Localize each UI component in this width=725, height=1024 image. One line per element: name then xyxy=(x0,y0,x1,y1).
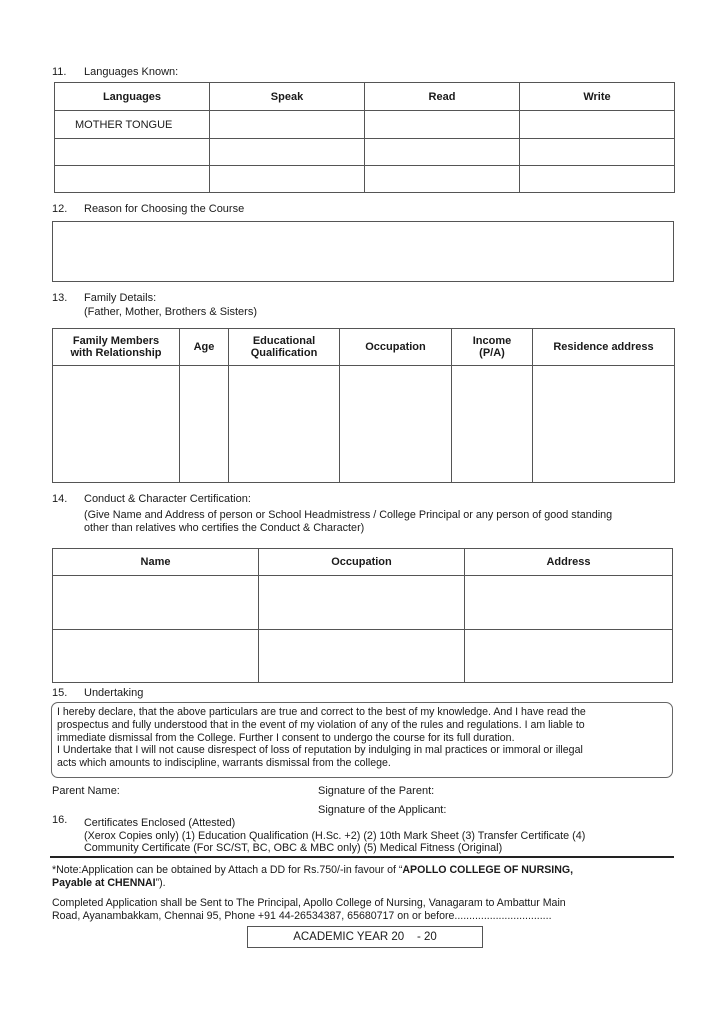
occupation-cell[interactable] xyxy=(259,630,465,683)
occupation-header: Occupation xyxy=(259,549,465,576)
write-cell[interactable] xyxy=(520,139,675,166)
name-cell[interactable] xyxy=(53,630,259,683)
section-11-label xyxy=(52,66,178,78)
applicant-signature-label: Signature of the Applicant: xyxy=(318,804,447,816)
section-14-number: 14. xyxy=(52,493,68,505)
certificates-title: Certificates Enclosed (Attested) xyxy=(84,817,236,829)
address-cell[interactable] xyxy=(465,630,673,683)
section-14-description: (Give Name and Address of person or School Headmistress / College Principal or any person of good standing other than relatives who certifies the Conduct & Character) xyxy=(84,509,613,534)
section-15-number: 15. xyxy=(52,687,68,699)
languages-table xyxy=(54,82,675,193)
section-11-title: Languages Known: xyxy=(84,66,179,78)
section-14-label xyxy=(52,493,251,505)
address-cell[interactable] xyxy=(465,576,673,630)
family-details-table xyxy=(52,328,675,483)
mother-tongue-cell: MOTHER TONGUE xyxy=(55,111,210,139)
occupation-cell[interactable] xyxy=(259,576,465,630)
occupation-header: Occupation xyxy=(340,329,452,366)
language-cell[interactable] xyxy=(55,166,210,193)
language-cell[interactable] xyxy=(55,139,210,166)
write-cell[interactable] xyxy=(520,166,675,193)
name-header: Name xyxy=(53,549,259,576)
family-members-header: Family Members with Relationship xyxy=(53,329,180,366)
speak-cell[interactable] xyxy=(210,166,365,193)
application-note: *Note:Application can be obtained by Attach a DD for Rs.750/-in favour of “APOLLO COLLEGE OF NURSING, Payable at CHENNAI”). xyxy=(52,864,574,889)
read-cell[interactable] xyxy=(365,166,520,193)
education-header: Educational Qualification xyxy=(229,329,340,366)
age-header: Age xyxy=(180,329,229,366)
read-header: Read xyxy=(365,83,520,111)
speak-cell[interactable] xyxy=(210,139,365,166)
undertaking-box: I hereby declare, that the above particulars are true and correct to the best of my knowledge. And I have read the prospectus and fully understood that in the event of my violation of any of the rules and regulations. I am liable to immediate dismissal from the College. Further I consent to undergo the course for its full duration. I Undertake that I will not cause disrespect of loss of reputation by indulging in mal practices or immoral or illegal acts which amounts to indiscipline, warrants dismissal from the college. xyxy=(51,702,673,778)
residence-address-header: Residence address xyxy=(533,329,675,366)
education-cell[interactable] xyxy=(229,366,340,483)
section-15-title: Undertaking xyxy=(84,687,144,699)
section-15-label xyxy=(52,687,143,699)
income-cell[interactable] xyxy=(452,366,533,483)
speak-cell[interactable] xyxy=(210,111,365,139)
divider-line xyxy=(50,856,674,858)
certificates-text: Certificates Enclosed (Attested) (Xerox Copies only) (1) Education Qualification (H.Sc. +2) (2) 10th Mark Sheet (3) Transfer Certificate (4) Community Certificate (For SC/ST, BC, OBC & MBC only) (5) Medical Fitness (Original) xyxy=(84,817,586,854)
read-cell[interactable] xyxy=(365,139,520,166)
section-12-title: Reason for Choosing the Course xyxy=(84,203,245,215)
section-12-number: 12. xyxy=(52,203,68,215)
academic-year-box: ACADEMIC YEAR 20 - 20 xyxy=(247,926,483,948)
parent-name-label: Parent Name: xyxy=(52,785,120,797)
section-13-label xyxy=(52,292,156,304)
section-13-title: Family Details: xyxy=(84,292,157,304)
address-header: Address xyxy=(465,549,673,576)
character-certification-table xyxy=(52,548,673,683)
parent-signature-label: Signature of the Parent: xyxy=(318,785,435,797)
languages-header: Languages xyxy=(55,83,210,111)
submission-instructions: Completed Application shall be Sent to The Principal, Apollo College of Nursing, Vanagaram to Ambattur Main Road, Ayanambakkam, Chennai 95, Phone +91 44-26534387, 65680717 on or before................................. xyxy=(52,897,566,922)
family-members-cell[interactable] xyxy=(53,366,180,483)
section-16-number: 16. xyxy=(52,814,68,826)
speak-header: Speak xyxy=(210,83,365,111)
reason-box[interactable] xyxy=(52,221,674,282)
income-header: Income (P/A) xyxy=(452,329,533,366)
write-header: Write xyxy=(520,83,675,111)
section-11-number: 11. xyxy=(52,66,67,78)
section-12-label xyxy=(52,203,244,215)
write-cell[interactable] xyxy=(520,111,675,139)
section-16-label xyxy=(52,814,84,826)
occupation-cell[interactable] xyxy=(340,366,452,483)
section-14-title: Conduct & Character Certification: xyxy=(84,493,251,505)
age-cell[interactable] xyxy=(180,366,229,483)
section-13-subtitle: (Father, Mother, Brothers & Sisters) xyxy=(84,306,258,318)
section-13-number: 13. xyxy=(52,292,68,304)
name-cell[interactable] xyxy=(53,576,259,630)
read-cell[interactable] xyxy=(365,111,520,139)
residence-address-cell[interactable] xyxy=(533,366,675,483)
